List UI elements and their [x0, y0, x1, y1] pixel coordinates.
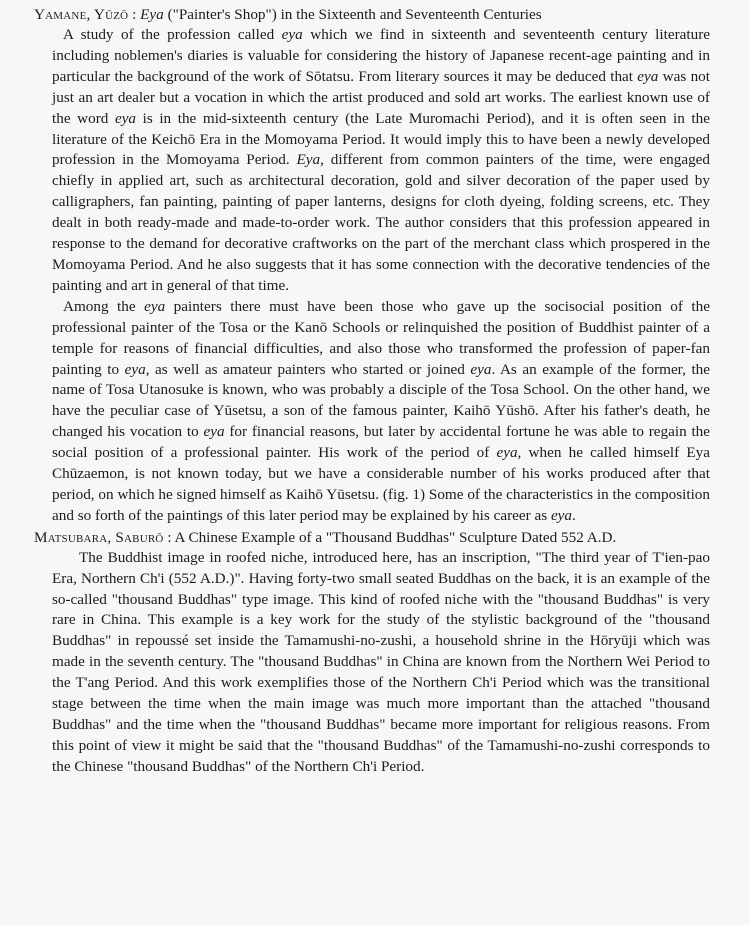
paragraph — [52, 548, 710, 778]
article-heading — [34, 527, 710, 548]
text-run: was not just an art dealer but a vocation in which the artist produced and sold art works. The earliest known use of the word — [52, 67, 710, 127]
italic-term: eya — [470, 360, 492, 378]
paragraph — [52, 297, 710, 527]
italic-term: eya — [124, 360, 146, 378]
text-run: , different from common painters of the time, were engaged chiefly in applied art, such as architectural decoration, gold and silver decoration of the paper used by calligraphers, fan painting, painting of paper lanterns, designs for cloth dyeing, folding screens, etc. They dealt in both ready-made and made-to-order work. The author considers that this profession appeared in response to the demand for decorative craftworks on the part of the merchant class which prospered in the Momoyama Period. And he also suggests that it has some connection with the decorative tendencies of the painting and art in general of that time. — [52, 151, 710, 294]
article-yamane — [34, 4, 710, 527]
italic-term: eya — [114, 109, 137, 127]
text-run: which we find in sixteenth and seventeenth century literature including noblemen's diaries is valuable for considering the history of Japanese recent-age painting and in particular the background of the work of Sōtatsu. From literary sources it may be deduced that — [52, 26, 710, 85]
text-run: . As an example of the former, the name of Tosa Utanosuke is known, who was probably a disciple of the Tosa School. On the other hand, we have the peculiar case of Yūsetsu, a son of the famous painter, Kaihō Yūshō. After his father's death, he changed his vocation to — [52, 360, 711, 441]
article-body — [34, 25, 710, 527]
article-title: A Chinese Example of a "Thousand Buddhas" Sculpture Dated 552 A.D. — [174, 528, 617, 546]
article-title: ("Painter's Shop") in the Sixteenth and Seventeenth Centuries — [163, 6, 542, 23]
text-run: painters there must have been those who gave up the socisocial position of the professional painter of the Tosa or the Kanō Schools or relinquished the position of Buddhist painter of a temple for reasons of financial difficulties, and also those who transformed the profession of paper-fan painting to — [52, 297, 710, 378]
heading-separator: : — [128, 6, 141, 23]
text-run: , when he called himself Eya Chūzaemon, is not known today, but we have a considerable number of his works produced after that period, on which he signed himself as Kaihō Yūsetsu. (fig. 1) Some of the characteristics in the composition and so forth of the paintings of this later period may be explained by his career as — [52, 444, 710, 524]
text-run: , as well as amateur painters who started or joined — [145, 360, 471, 378]
italic-term: eya — [281, 26, 303, 43]
italic-term: eya — [550, 506, 573, 524]
paragraph — [52, 25, 710, 297]
italic-term: eya — [144, 297, 166, 315]
title-italic: Eya — [140, 6, 164, 23]
article-matsubara — [34, 527, 710, 778]
text-run: for financial reasons, but later by accidental fortune he was able to regain the social position of a professional painter. His work of the period of — [52, 423, 710, 462]
italic-term: eya — [203, 423, 225, 441]
article-body — [34, 548, 710, 778]
author-name: Yamane, Yūzō — [34, 6, 129, 23]
article-heading — [34, 4, 710, 25]
author-name: Matsubara, Saburō — [34, 528, 164, 546]
italic-term: Eya — [296, 151, 321, 169]
italic-term: eya — [496, 444, 518, 462]
text-run: is in the mid-sixteenth century (the Late Muromachi Period), and it is often seen in the literature of the Keichō Era in the Momoyama Period. It would imply this to have been a newly developed profession in the Momoyama Period. — [52, 109, 710, 169]
italic-term: eya — [637, 67, 659, 85]
heading-separator: : — [163, 528, 175, 546]
text-run: Among the — [63, 297, 145, 315]
text-run: The Buddhist image in roofed niche, introduced here, has an inscription, "The third year of T'ien-pao Era, Northern Ch'i (552 A.D.)". Having forty-two small seated Buddhas on the back, it is an example of the so-called "thousand Buddhas" type image. This kind of roofed niche with the "thousand Buddhas" is very rare in China. This example is a key work for the study of the stylistic background of the "thousand Buddhas" in repoussé set inside the Tamamushi-no-zushi, a household shrine in the Hōryūji which was made in the seventh century. The "thousand Buddhas" in China are known from the Northern Wei Period to the T'ang Period. And this work exemplifies those of the Northern Ch'i Period which was the transitional stage between the time when the main image was much more important than the attached "thousand Buddhas" and the time when the "thousand Buddhas" became more important for religious reasons. From this point of view it might be said that the "thousand Buddhas" of the Tamamushi-no-zushi corresponds to the Chinese "thousand Buddhas" of the Northern Ch'i Period. — [52, 548, 710, 775]
text-run: . — [572, 506, 576, 524]
text-run: A study of the profession called — [63, 26, 282, 43]
